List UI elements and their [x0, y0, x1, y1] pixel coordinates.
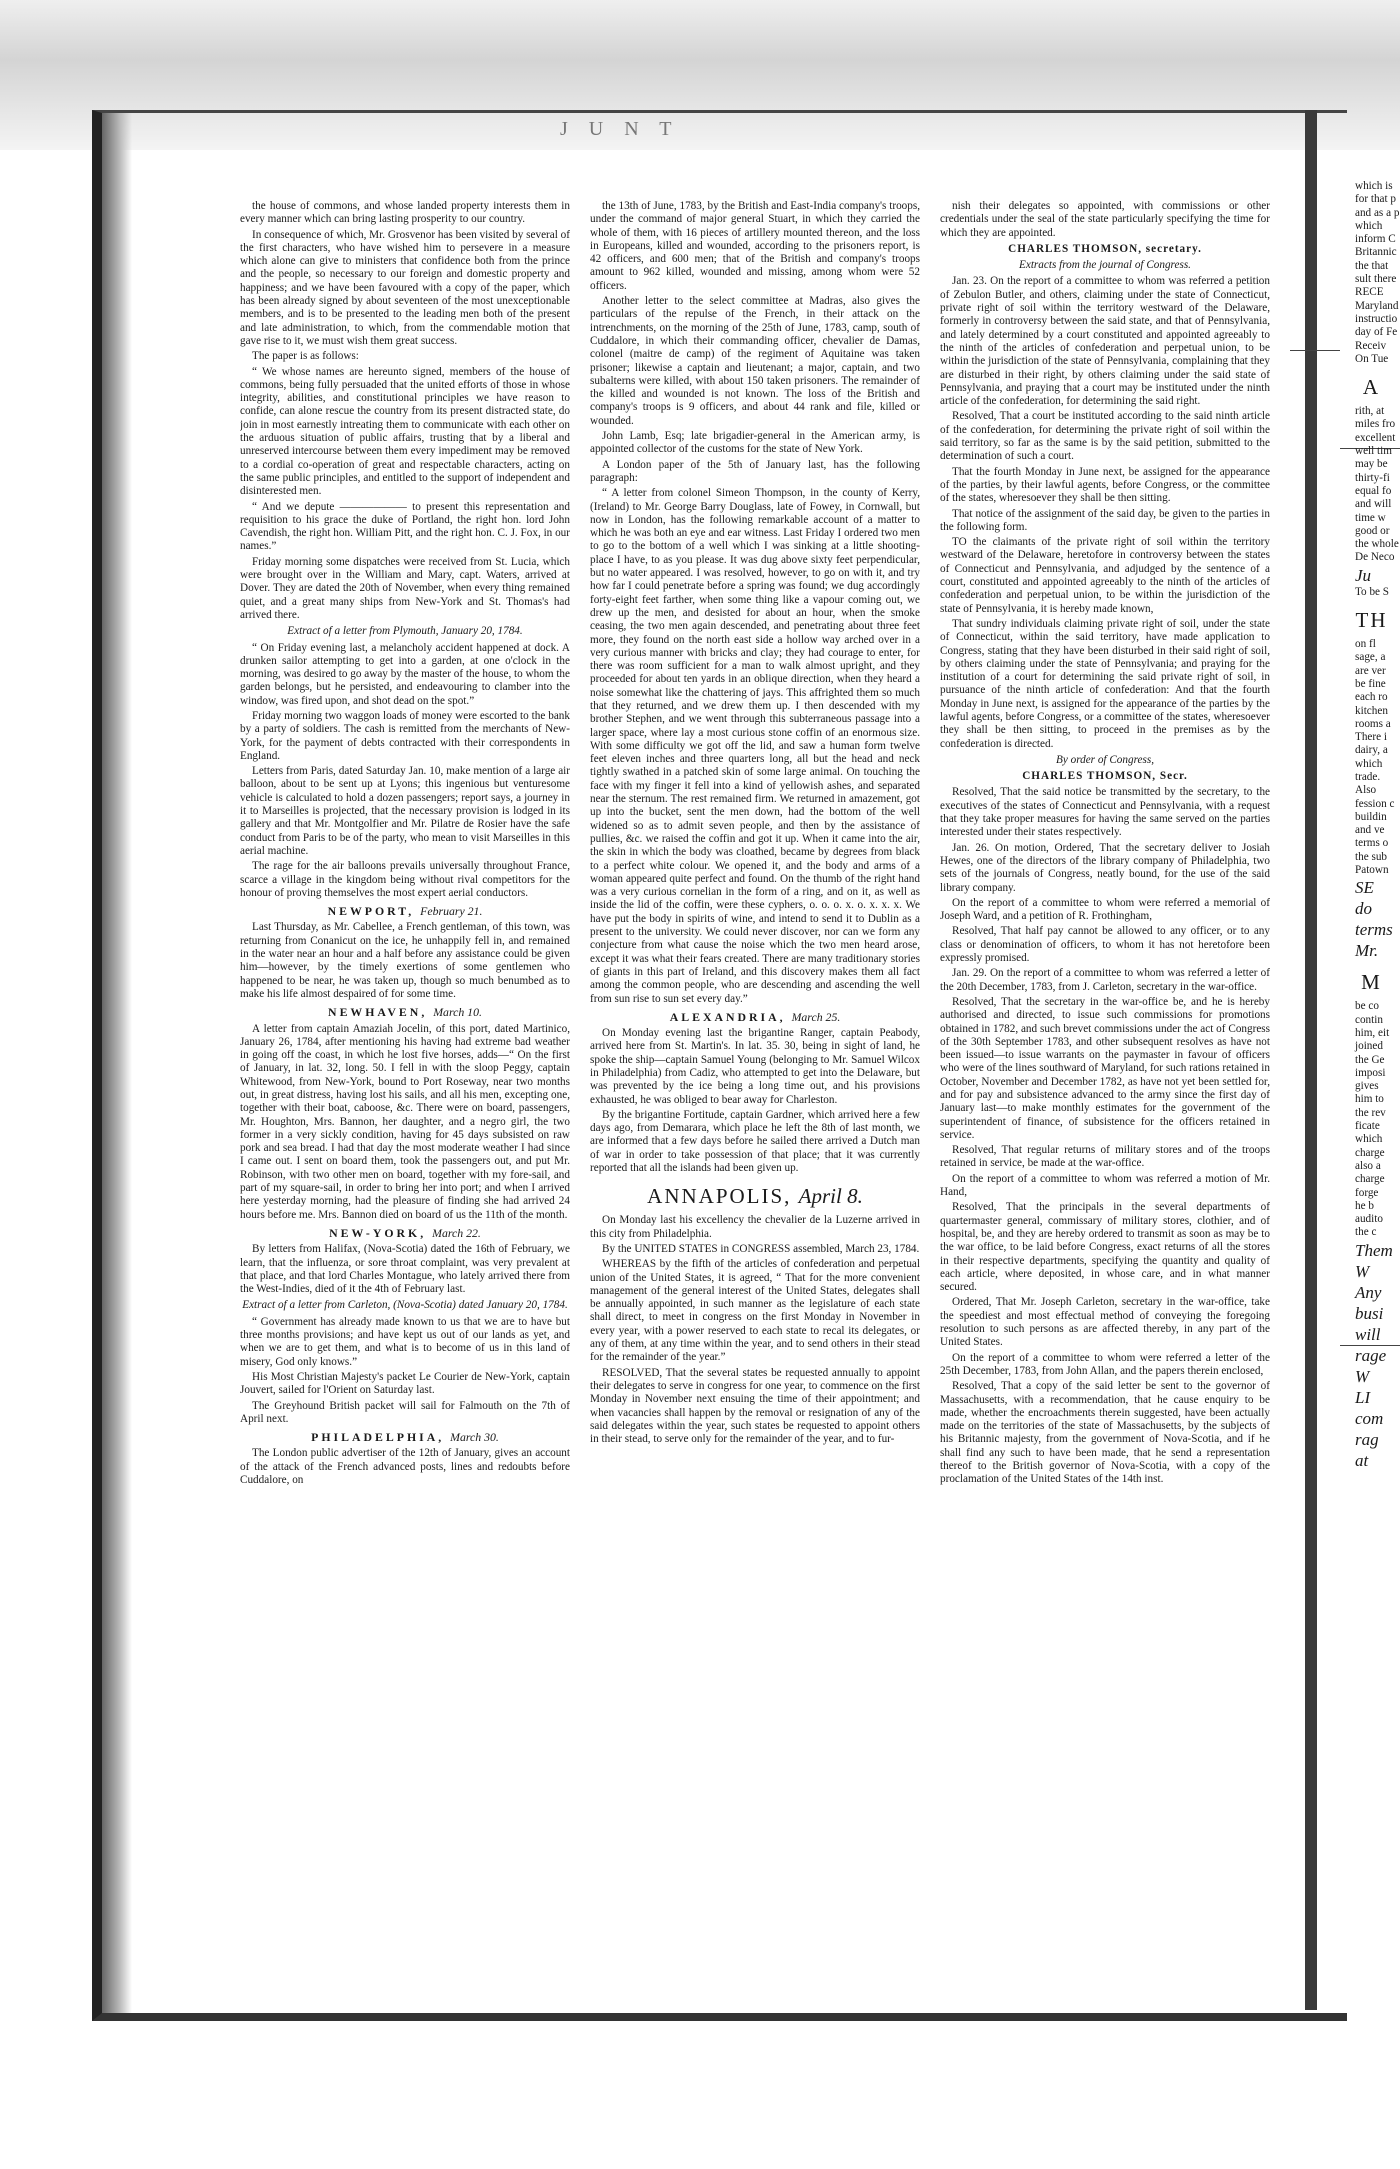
- cropped-text-fragment: trade.: [1355, 770, 1381, 783]
- cropped-text-fragment: com: [1355, 1408, 1384, 1428]
- article-paragraph: The Greyhound British packet will sail for Falmouth on the 7th of April next.: [240, 1399, 570, 1425]
- cropped-text-fragment: busi: [1355, 1303, 1384, 1323]
- extract-heading: Extract of a letter from Carleton, (Nova-Scotia) dated January 20, 1784.: [242, 1299, 568, 1312]
- cropped-text-fragment: dairy, a: [1355, 744, 1388, 757]
- cropped-text-fragment: good or: [1355, 524, 1390, 537]
- cropped-text-fragment: the sub: [1355, 850, 1388, 863]
- article-paragraph: Another letter to the select committee at Madras, also gives the particulars of the repulse of the French, in their attack on the intrenchments, on the morning of the 25th of June, 1783, camp, south of Cuddalore, in which their commanding officer, chevalier de Damas, colonel (maitre de camp) of the regiment of Aquitaine was taken prisoner; likewise a captain and lieutenant; a major, captain, and two subalterns were killed, with about 150 taken prisoners. The remainder of the killed and wounded is not known. The loss of the British and company's troops is 9 officers, and about 44 rank and file, killed or wounded.: [590, 295, 920, 427]
- cropped-text-fragment: kitchen: [1355, 704, 1388, 717]
- article-paragraph: Resolved, That half pay cannot be allowed to any officer, or to any class or denomination of officers, to whom it has not heretofore been expressly promised.: [940, 925, 1270, 965]
- dateline-place: NEW-YORK,: [329, 1225, 427, 1240]
- column-4-cropped: [1343, 180, 1400, 2000]
- cropped-text-fragment: rag: [1355, 1429, 1379, 1449]
- article-paragraph: That sundry individuals claiming private right of soil, under the state of Connecticut, within the said territory, have made application to Congress, stating that they have been disturbed in their said right of soil, by others claiming under the state of Pennsylvania; and praying for the institution of a court for determining the said private right of soil, in pursuance of the ninth article of confederation: And that the fourth Monday in June next, is assigned for the appearance of the parties by the lawful agents, before Congress, or a committee of the states, wheresoever they shall be then sitting, to proceed in the premises as by the confederation is directed.: [940, 617, 1270, 750]
- extract-heading: Extracts from the journal of Congress.: [1019, 259, 1191, 272]
- cropped-text-fragment: thirty-fi: [1355, 471, 1390, 484]
- dateline-date: March 25.: [791, 1009, 841, 1024]
- article-paragraph: Ordered, That Mr. Joseph Carleton, secretary in the war-office, take the speediest and most effectual method of conveying the foregoing resolution to such persons as are affected thereby, in any part of the United States.: [940, 1296, 1270, 1349]
- article-paragraph: Jan. 23. On the report of a committee to whom was referred a petition of Zebulon Butler, and others, claiming under the state of Connecticut, private right of soil within the territory westward of the Delaware, formerly in controversy between the said state, and that of Pennsylvania, and lately determined by a court constituted and appointed agreeably to the ninth of the articles of confederation and perpetual union, to be within the jurisdiction of the state of Pennsylvania, complaining that they are disturbed in their right, by others claiming under the said state of Pennsylvania, and praying that a court may be instituted under the ninth article of the confederation, for determining the said right.: [940, 275, 1270, 408]
- article-paragraph: WHEREAS by the fifth of the articles of confederation and perpetual union of the United States, it is agreed, “ That for the more convenient management of the general interest of the United States, delegates shall be annually appointed, in such manner as the legislature of each state shall direct, to meet in congress on the first Monday in November in every year, with a power reserved to each state to recal its delegates, or any of them, at any time within the year, and to send others in their stead for the remainder of the year.”: [590, 1258, 920, 1364]
- article-paragraph: “ Government has already made known to us that we are to have but three months provisions; and have kept us out of our lands as yet, and when we are to get them, and what is to become of us in this land of misery, God only knows.”: [240, 1315, 570, 1368]
- cropped-text-fragment: which: [1355, 757, 1383, 770]
- dateline-heading: [590, 1011, 920, 1024]
- dateline-place: TH: [1355, 608, 1388, 633]
- cropped-text-fragment: rooms a: [1355, 717, 1391, 730]
- signature-line: CHARLES THOMSON, secretary.: [1008, 242, 1202, 255]
- cropped-text-fragment: rith, at: [1355, 405, 1385, 418]
- dateline-date: February 21.: [420, 904, 483, 919]
- cropped-text-fragment: on fl: [1355, 638, 1376, 651]
- cropped-text-fragment: him to: [1355, 1093, 1384, 1106]
- article-paragraph: By the brigantine Fortitude, captain Gardner, which arrived here a few days ago, from Demarara, which place he left the 8th of last month, we are informed that a few days before he sailed there arrived a Dutch man of war in order to take possession of that place; that it was currently reported that all the islands had been given up.: [590, 1108, 920, 1175]
- dateline-date: March 22.: [432, 1225, 481, 1240]
- cropped-text-fragment: and as a p: [1355, 206, 1400, 219]
- article-paragraph: Friday morning two waggon loads of money were escorted to the bank by a party of soldiers. The cash is remitted from the merchants of New-York, for the payment of debts contracted with their correspondents in England.: [240, 709, 570, 762]
- cropped-text-fragment: he b: [1355, 1199, 1374, 1212]
- cropped-text-fragment: the Ge: [1355, 1053, 1385, 1066]
- cropped-text-fragment: LI: [1355, 1387, 1371, 1407]
- cropped-text-fragment: Patown: [1355, 864, 1389, 877]
- cropped-text-fragment: W: [1355, 1261, 1370, 1281]
- cropped-text-fragment: excellent: [1355, 431, 1396, 444]
- column-2: [590, 200, 920, 2030]
- cropped-text-fragment: time w: [1355, 511, 1386, 524]
- article-paragraph: “ On Friday evening last, a melancholy accident happened at dock. A drunken sailor attempting to get into a garden, at one o'clock in the morning, was desired to go away by the master of the house, to whom the garden belongs, but he persisted, and endeavouring to clamber into the window, was fired upon, and shot dead on the spot.”: [240, 641, 570, 707]
- cropped-text-fragment: Maryland: [1355, 299, 1399, 312]
- cropped-text-fragment: also a: [1355, 1159, 1381, 1172]
- dateline-heading: [1343, 374, 1400, 400]
- article-paragraph: nish their delegates so appointed, with commissions or other credentials under the seal of the state particularly specifying the time for which they are appointed.: [940, 200, 1270, 239]
- article-paragraph: A London paper of the 5th of January last, has the following paragraph:: [590, 458, 920, 484]
- cropped-text-fragment: charge: [1355, 1146, 1385, 1159]
- cropped-text-fragment: contin: [1355, 1013, 1383, 1026]
- cropped-text-fragment: be co: [1355, 1000, 1379, 1013]
- article-paragraph: “ And we depute —————— to present this representation and requisition to his grace the duke of Portland, the right hon. lord John Cavendish, the right hon. William Pitt, and the right hon. C. J. Fox, in our names.”: [240, 500, 570, 553]
- cropped-text-fragment: for that p: [1355, 193, 1397, 206]
- article-paragraph: That the fourth Monday in June next, be assigned for the appearance of the parties, by their lawful agents, before Congress, or the committee of the states, wheresoever they shall be then sitting.: [940, 465, 1270, 505]
- cropped-text-fragment: and will: [1355, 498, 1392, 511]
- cropped-text-fragment: Any: [1355, 1282, 1382, 1302]
- cropped-text-fragment: On Tue: [1355, 352, 1389, 365]
- dateline-heading: [240, 1431, 570, 1444]
- extract-heading: Extract of a letter from Plymouth, January 20, 1784.: [287, 625, 523, 638]
- article-paragraph: Resolved, That the principals in the several departments of quartermaster general, commissary of military stores, clothier, and of hospital, be, and they are hereby ordered to transmit as soon as may be to the war office, to be laid before Congress, exact returns of all the stores in their respective departments, specifying the quantity and quality of each article, where deposited, in whose care, and in what manner secured.: [940, 1201, 1270, 1294]
- cropped-text-fragment: the rev: [1355, 1106, 1386, 1119]
- dateline-date: March 10.: [433, 1005, 482, 1020]
- signature-line: CHARLES THOMSON, Secr.: [1022, 770, 1188, 783]
- article-paragraph: On Monday last his excellency the chevalier de la Luzerne arrived in this city from Philadelphia.: [590, 1214, 920, 1240]
- cropped-text-fragment: gives: [1355, 1080, 1379, 1093]
- column-1: [240, 200, 570, 2030]
- dateline-place: A: [1362, 375, 1381, 400]
- cropped-text-fragment: miles fro: [1355, 418, 1396, 431]
- dateline-heading: [240, 905, 570, 918]
- article-paragraph: The rage for the air balloons prevails universally throughout France, scarce a village in the kingdom being without rival competitors for the honour of proving themselves the most expert aerial conductors.: [240, 860, 570, 899]
- article-paragraph: The paper is as follows:: [252, 350, 359, 363]
- dateline-heading: [1343, 607, 1400, 633]
- article-paragraph: Jan. 26. On motion, Ordered, That the secretary deliver to Josiah Hewes, one of the directors of the library company of Philadelphia, two sets of the journals of Congress, neatly bound, for the use of the said library company.: [940, 841, 1270, 894]
- dateline-heading: [240, 1227, 570, 1240]
- cropped-text-fragment: ficate: [1355, 1120, 1380, 1133]
- article-paragraph: By letters from Halifax, (Nova-Scotia) dated the 16th of February, we learn, that the influenza, or sore throat complaint, was very prevalent at that place, and that lord Charles Montague, who lately arrived there from the West-Indies, died of it the 4th of February last.: [240, 1243, 570, 1296]
- cropped-text-fragment: the that: [1355, 259, 1389, 272]
- article-paragraph: Resolved, That the secretary in the war-office be, and he is hereby authorised and directed, to issue such commissions for promotions obtained in 1782, and such brevet commissions under the act of Congress of the 30th September 1783, and other subsequent resolves as have not been issued—to issue warrants on the paymaster in favour of officers who were of the lines southward of Maryland, for such rations retained in October, November and December 1782, as have not yet been settled for, and for pay and subsistence advanced to the army since the first day of January last—to make monthly estimates for the government of the superintendent of finance, of subsistence for the officers retained in service.: [940, 995, 1270, 1141]
- cropped-text-fragment: RECE: [1355, 286, 1384, 299]
- article-paragraph: That notice of the assignment of the said day, be given to the parties in the following form.: [940, 507, 1270, 533]
- cropped-text-fragment: audito: [1355, 1213, 1383, 1226]
- dateline-place: M: [1361, 970, 1382, 995]
- cropped-text-fragment: forge: [1355, 1186, 1379, 1199]
- cropped-text-fragment: W: [1355, 1366, 1370, 1386]
- article-paragraph: Last Thursday, as Mr. Cabellee, a French gentleman, of this town, was returning from Conanicut on the ice, he unhappily fell in, and remained in the water near an hour and a half before any assistance could be given him—however, by the timely exertions of some gentlemen who happened to be near, he was taken up, though so much benumbed as to make his life almost despaired of for some time.: [240, 921, 570, 1000]
- cropped-text-fragment: SE: [1355, 878, 1374, 898]
- dateline-place: PHILADELPHIA,: [311, 1430, 445, 1445]
- article-paragraph: In consequence of which, Mr. Grosvenor has been visited by several of the first characters, who have wished him to persevere in a measure which alone can give to ministers that confidence both from the prince and the people, so necessary to our foreign and domestic property and happiness; and we have been favoured with a copy of the paper, which has been already signed by about seventeen of the most unexceptionable members, and is to be presented to the leading men both of the present and late administration, to which, from the commendable motion that gave rise to it, we must wish them great success.: [240, 228, 570, 347]
- article-paragraph: The London public advertiser of the 12th of January, gives an account of the attack of the French advanced posts, lines and redoubts before Cuddalore, on: [240, 1447, 570, 1487]
- column-rule: [1290, 350, 1340, 351]
- cropped-text-fragment: at: [1355, 1450, 1369, 1470]
- article-paragraph: Jan. 29. On the report of a committee to whom was referred a letter of the 20th December, 1783, from J. Carleton, secretary in the war-office.: [940, 967, 1270, 993]
- cropped-text-fragment: which is: [1355, 180, 1393, 192]
- article-paragraph: Resolved, That a court be instituted according to the said ninth article of the confederation, for determining the private right of soil within the said territory, so far as the same is by the said petition, submitted to the determination of such a court.: [940, 410, 1270, 463]
- article-paragraph: Resolved, That regular returns of military stores and of the troops retained in service, be made at the war-office.: [940, 1144, 1270, 1170]
- cropped-text-fragment: De Neco: [1355, 551, 1395, 564]
- cropped-text-fragment: well tim: [1355, 445, 1392, 458]
- cropped-text-fragment: inform C: [1355, 233, 1396, 246]
- cropped-text-fragment: Britannic: [1355, 246, 1397, 259]
- cropped-text-fragment: are ver: [1355, 664, 1386, 677]
- cropped-text-fragment: imposi: [1355, 1066, 1386, 1079]
- article-paragraph: RESOLVED, That the several states be requested annually to appoint their delegates to serve in congress for one year, to commence on the first Monday in November next ensuing the time of their appointment; and when vacancies shall happen by the removal or resignation of any of the said delegates within the year, such states be requested to appoint others in their stead, to serve only for the remainder of the year, and to fur-: [590, 1366, 920, 1446]
- cropped-text-fragment: the c: [1355, 1226, 1377, 1239]
- article-paragraph: On Monday evening last the brigantine Ranger, captain Peabody, arrived here from St. Martin's. In lat. 35. 30, being in sight of land, he spoke the ship—captain Samuel Young (belonging to Mr. Samuel Wilcox in Philadelphia) from Cadiz, who attempted to get into the Delaware, but was prevented by the ice being a long time out, and his provisions exhausted, he was obliged to bear away for Charleston.: [590, 1027, 920, 1106]
- cropped-text-fragment: There i: [1355, 731, 1387, 744]
- cropped-text-fragment: him, eit: [1355, 1026, 1390, 1039]
- cropped-text-fragment: instructio: [1355, 312, 1398, 325]
- column-3: [940, 200, 1270, 2030]
- article-paragraph: Friday morning some dispatches were received from St. Lucia, which were brought over in the William and Mary, capt. Waters, arrived at Dover. They are dated the 20th of November, when every thing remained quiet, and a great many ships from New-York and St. Thomas's had arrived there.: [240, 555, 570, 621]
- article-paragraph: Letters from Paris, dated Saturday Jan. 10, make mention of a large air balloon, about to be sent up at Lyons; this ingenious but venturesome vehicle is calculated to hold a dozen passengers; report says, a journey in it to Marseilles is projected, that the necessary provision is lodged in its gallery and that Mr. Montgolfier and Mr. Pilatre de Rosier have the safe conduct from Paris to be of the party, who mean to visit Marseilles in this aerial machine.: [240, 765, 570, 857]
- article-paragraph: Resolved, That the said notice be transmitted by the secretary, to the executives of the states of Connecticut and Pennsylvania, with a request that they take proper measures for having the same served on the parties interested under their states respectively.: [940, 786, 1270, 839]
- cropped-text-fragment: do: [1355, 899, 1372, 919]
- page-gutter: [1305, 110, 1317, 2010]
- dateline-heading: [590, 1183, 920, 1209]
- article-paragraph: On the report of a committee to whom was referred a motion of Mr. Hand,: [940, 1172, 1270, 1199]
- cropped-text-fragment: fession c: [1355, 797, 1395, 810]
- cropped-text-fragment: and ve: [1355, 824, 1385, 837]
- article-paragraph: A letter from captain Amaziah Jocelin, of this port, dated Martinico, January 26, 1784, after mentioning his having had extreme bad weather in going off the coast, in which he lost five horses, adds—“ On the first of January, in lat. 32, long. 50. I fell in with the sloop Peggy, captain Whitewood, from New-York, bound to Port Roseway, near two months out, in great distress, having lost his sails, and all his men, excepting one, together with their boat, caboose, &c. There were on board, passengers, Mr. Houghton, Mrs. Bannon, her daughter, and a negro girl, the two former in a very sickly condition, having for 45 days subsisted on raw pork and sea bread. I had that day the most moderate weather I had since I came out. I sent on board them, took the passengers out, and put Mr. Robinson, with two other men on board, together with my fore-sail, and part of my square-sail, in order to bring her into port; and when I arrived here yesterday morning, had the pleasure of finding she had arrived 24 hours before me. Mrs. Bannon died on board of us the 11th of the month.: [240, 1022, 570, 1221]
- article-paragraph: On the report of a committee to whom were referred a letter of the 25th December, 1783, from John Allan, and the papers therein enclosed,: [940, 1351, 1270, 1377]
- dateline-date: April 8.: [798, 1184, 863, 1209]
- article-paragraph: By the UNITED STATES in CONGRESS assembled, March 23, 1784.: [602, 1242, 920, 1255]
- cropped-text-fragment: Them: [1355, 1240, 1393, 1260]
- cropped-text-fragment: terms: [1355, 920, 1393, 940]
- dateline-heading: [1343, 969, 1400, 995]
- cropped-text-fragment: be fine: [1355, 677, 1386, 690]
- article-paragraph: His Most Christian Majesty's packet Le Courier de New-York, captain Jouvert, sailed for l'Orient on Saturday last.: [240, 1370, 570, 1397]
- cropped-text-fragment: the whole: [1355, 538, 1399, 551]
- article-paragraph: “ We whose names are hereunto signed, members of the house of commons, being fully persuaded that the united efforts of those in whose integrity, abilities, and constitutional principles we have reason to confide, can alone rescue the country from its present distracted state, do join in most earnestly intreating them to communicate with each other on the arduous situation of public affairs, trusting that by a liberal and unreserved intercourse between them every impediment may be removed to a cordial co-operation of great and respectable characters, acting on the same public principles, and entitled to the support of independent and disinterested men.: [240, 365, 570, 498]
- dateline-heading: [240, 1006, 570, 1019]
- cropped-text-fragment: day of Fe: [1355, 326, 1398, 339]
- article-paragraph: the 13th of June, 1783, by the British and East-India company's troops, under the command of major general Stuart, in which they carried the whole of them, with 16 pieces of artillery mounted thereon, and the loss in Europeans, killed and wounded, according to the prisoners report, is 42 officers, and 600 men; that of the British and company's troops amount to 962 killed, wounded and missing, among whom were 52 officers.: [590, 200, 920, 292]
- cropped-text-fragment: each ro: [1355, 691, 1388, 704]
- cropped-text-fragment: charge: [1355, 1173, 1385, 1186]
- cropped-text-fragment: Ju: [1355, 565, 1372, 585]
- cropped-text-fragment: Receiv: [1355, 339, 1387, 352]
- cropped-text-fragment: Mr.: [1355, 941, 1379, 961]
- extract-heading: By order of Congress,: [1056, 753, 1154, 766]
- cropped-text-fragment: To be S: [1355, 585, 1390, 598]
- cropped-text-fragment: terms o: [1355, 837, 1389, 850]
- article-paragraph: On the report of a committee to whom were referred a memorial of Joseph Ward, and a petition of R. Frothingham,: [940, 896, 1270, 923]
- article-paragraph: TO the claimants of the private right of soil within the territory westward of the Delaware, heretofore in controversy between the states of Connecticut and Pennsylvania, and adjudged by the sentence of a court, constituted and appointed agreeably to the ninth of the articles of confederation and perpetual union, to be within the jurisdiction of the state of Pennsylvania, it is hereby made known,: [940, 536, 1270, 615]
- article-paragraph: John Lamb, Esq; late brigadier-general in the American army, is appointed collector of the customs for the state of New York.: [590, 430, 920, 456]
- dateline-place: ANNAPOLIS,: [647, 1184, 792, 1209]
- cropped-text-fragment: joined: [1355, 1040, 1383, 1053]
- article-paragraph: the house of commons, and whose landed property interests them in every manner which can bring lasting prosperity to our country.: [240, 200, 570, 226]
- cropped-text-fragment: will: [1355, 1324, 1381, 1344]
- masthead-fragment: J U N T: [560, 118, 680, 140]
- cropped-text-fragment: equal fo: [1355, 484, 1392, 497]
- dateline-place: NEWHAVEN,: [328, 1005, 428, 1020]
- cropped-text-fragment: sage, a: [1355, 651, 1386, 664]
- cropped-text-fragment: which: [1355, 219, 1383, 232]
- cropped-text-fragment: which: [1355, 1133, 1383, 1146]
- dateline-place: ALEXANDRIA,: [669, 1009, 786, 1024]
- cropped-text-fragment: buildin: [1355, 810, 1387, 823]
- cropped-text-fragment: rage: [1355, 1345, 1387, 1365]
- cropped-text-fragment: Also: [1355, 784, 1377, 797]
- cropped-text-fragment: may be: [1355, 458, 1388, 471]
- article-paragraph: “ A letter from colonel Simeon Thompson, in the county of Kerry, (Ireland) to Mr. George Barry Douglass, late of Fowey, in Cornwall, but now in London, has the following remarkable account of a matter to which he was both an eye and ear witness. Last Friday I ordered two men to go to the bottom of a well which I was sinking at a little shooting-place I have, to as you please. It was dug above sixty feet perpendicular, but no water appeared. I was resolved, however, to go on with it, and try how far I could penetrate before a spring was found; we dug accordingly forty-eight feet farther, when some thing like a vapour coming out, we drew up the men, and desisted for about an hour, when the smoke ceasing, the two men again descended, and penetrating about three feet more, they found on the north east side a hollow way arched over in a very curious manner with bricks and clay; they had courage to enter, for there was room sufficient for a man to walk almost upright, and they proceeded for about ten yards in an oblique direction, when they heard a noise somewhat like the chattering of jays. This affrighted them so much that they returned, and we drew them up. I then descended with my brother Stephen, and we went through this subterraneous passage into a larger space, where lay a most curious stone coffin of an enormous size. With some difficulty we got off the lid, and saw a human form twelve feet eleven inches and three quarters long, all but the head and neck tightly swathed in a patched skin of some large animal. On touching the face with my finger it fell into a kind of yellowish ashes, and separated near the sternum. The rest remained firm. We returned in amazement, got up into the bucket, sent the men down, had the bottom of the well widened so as to admit seven people, and then by the assistance of pullies, &c. we raised the coffin and got it up. When it came into the air, the skin in which the body was cloathed, became by degrees from black to a perfect white colour. We opened it, and the body and arms of a woman appeared quite perfect and found. On the thumb of the right hand was a very curious cornelian in the form of a ring, and on it, as well as inside the lid of the coffin, were these cyphers, o. o. o. x. o. x. x. x. We have put the body in spirits of wine, and intend to send it to Dublin as a present to the university. We could never discover, nor can we form any conjecture from what cause the noise which the two men heard arose, except it was what their fears created. There are many traditionary stories of giants in this part of Ireland, and this discovery makes them all fact among the common people, who are descending and ascending the well from sun rise to sun set every day.”: [590, 487, 920, 1005]
- cropped-text-fragment: sult there: [1355, 273, 1397, 286]
- dateline-place: NEWPORT,: [327, 904, 415, 919]
- dateline-date: March 30.: [450, 1430, 499, 1445]
- article-paragraph: Resolved, That a copy of the said letter be sent to the governor of Massachusetts, with a recommendation, that he cause enquiry to be made, whether the encroachments therein suggested, have been actually made on the territories of the state of Massachusetts, by the subjects of his Britannic majesty, from the government of Nova-Scotia, and if he shall find any such to have been made, that he send a representation thereof to the British governor of Nova-Scotia, with a copy of the proclamation of the United States of the 14th inst.: [940, 1380, 1270, 1486]
